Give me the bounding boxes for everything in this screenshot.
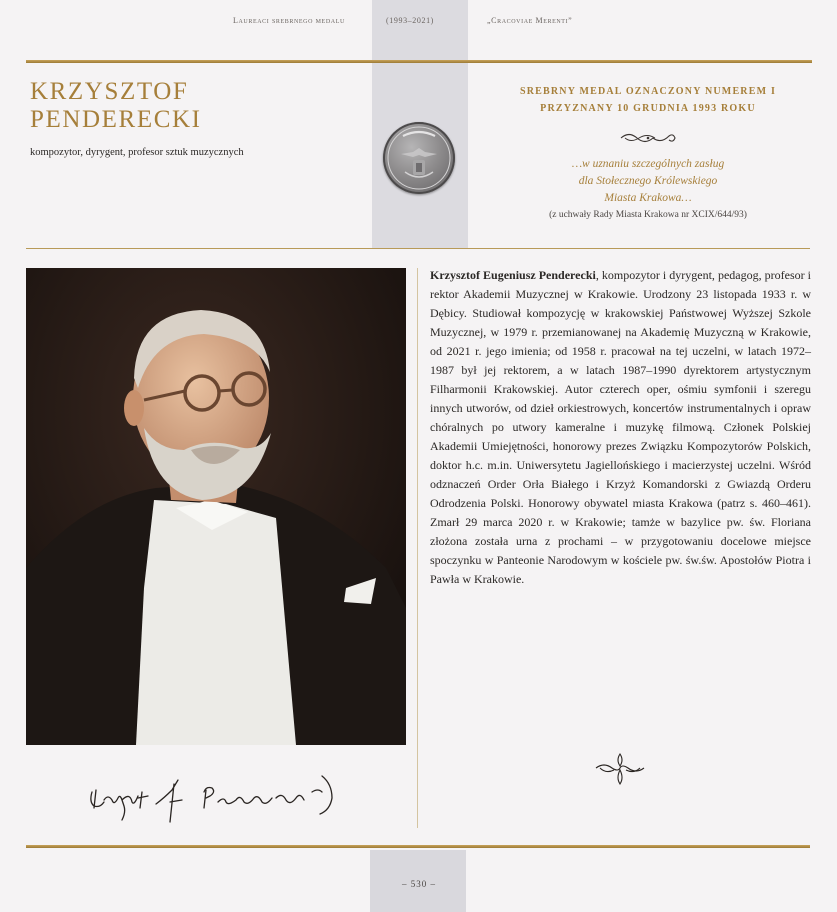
column-divider [417,268,418,828]
header-divider [26,248,810,249]
ornament-flourish-icon [619,130,677,146]
medal-info [486,83,810,220]
handwritten-signature [86,762,346,828]
person-name-last: PENDERECKI [30,106,202,133]
portrait-photo [26,268,406,745]
medal-emblem-icon [383,122,455,194]
bottom-gold-rule [26,845,810,848]
page-number: – 530 – [402,879,436,889]
running-head [0,14,837,30]
running-head-left: Laureaci srebrnego medalu [233,16,345,25]
medal-citation: (z uchwały Rady Miasta Krakowa nr XCIX/644/93) [549,210,747,220]
medal-quote [486,156,810,207]
medal-title-line1: SREBRNY MEDAL OZNACZONY NUMEREM I [519,86,777,97]
portrait-illustration [26,268,406,745]
running-head-middle: (1993–2021) [386,16,434,25]
closing-ornament-icon [594,752,646,786]
biography-body: , kompozytor i dyrygent, pedagog, profesor i rektor Akademii Muzycznej w Krakowie. Urodzony 23 listopada 1933 r. w Dębicy. Studiował kompozycję w krakowskiej Państwowej Wyższej Szkole Muzycznej, w 1979 r. przemianowanej na Akademię Muzyczną w Krakowie, od 2021 r. jego imienia; od 1958 r. pracował na tej uczelni, w latach 1972–1987 był jej rektorem, a w latach 1987–1990 dyrektorem artystycznym Filharmonii Krakowskiej. Autor czterech oper, ośmiu symfonii i szeregu innych utworów, od dzieł orkiestrowych, koncertów instrumentalnych i opraw chóralnych po utwory kameralne i muzykę filmową. Członek Polskiej Akademii Umiejętności, honorowy prezes Związku Kompozytorów Polskich, doktor h.c. m.in. Uniwersytetu Jagiellońskiego i macierzystej uczelni. Wśród odznaczeń Order Orła Białego i Krzyż Komandorski z Gwiazdą Orderu Odrodzenia Polski. Honorowy obywatel miasta Krakowa (patrz s. 460–461). Zmarł 29 marca 2020 r. w Krakowie; tamże w bazylice pw. św. Floriana złożona została urna z prochami – w przygotowaniu docelowe miejsce spoczynku w Panteonie Narodowym w kościele pw. św.św. Apostołów Piotra i Pawła w Krakowie. [430,268,811,586]
biography-lead-name: Krzysztof Eugeniusz Penderecki [430,268,596,282]
medal-quote-line1: …w uznaniu szczególnych zasług [571,158,725,170]
person-name [30,78,360,134]
person-name-first: KRZYSZTOF [30,78,189,105]
person-subtitle: kompozytor, dyrygent, profesor sztuk muzycznych [30,147,244,158]
medal-title-line2: PRZYZNANY 10 GRUDNIA 1993 ROKU [540,103,756,114]
medal-quote-line2: dla Stołecznego Królewskiego [578,175,718,187]
silver-medal-image [383,122,455,194]
medal-quote-line3: Miasta Krakowa… [604,192,692,204]
top-gold-rule [26,60,812,63]
running-head-right: „Cracoviae Merenti” [487,16,573,25]
biography-text [430,266,811,589]
